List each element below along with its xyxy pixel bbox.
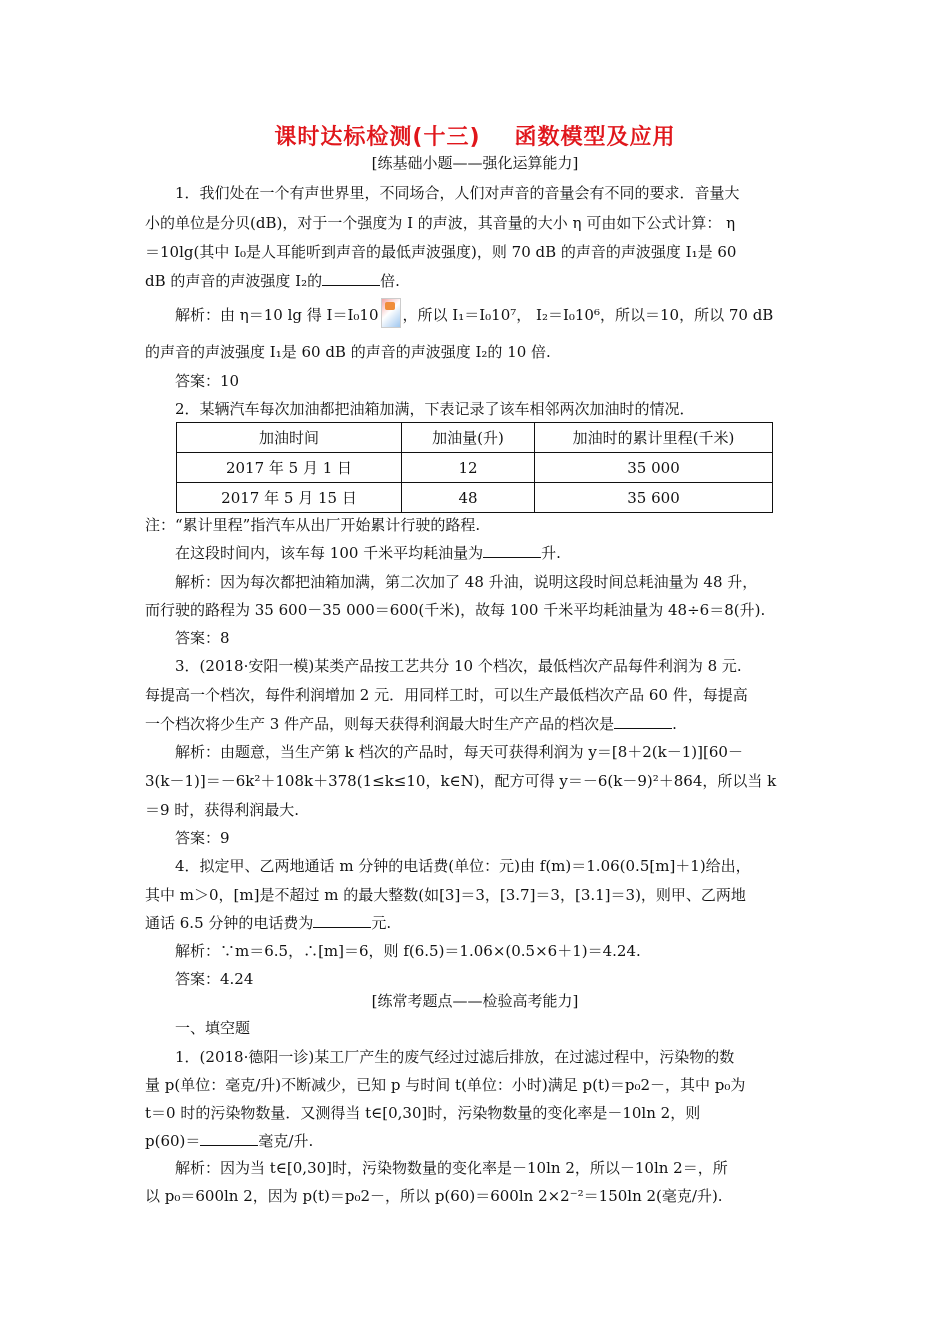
table-cell: 35 600 — [535, 483, 773, 513]
page-title — [0, 120, 950, 151]
q4-line: 4．拟定甲、乙两地通话 m 分钟的电话费(单位：元)由 f(m)＝1.06(0.5[m]＋1)给出， — [175, 857, 751, 875]
q4-line: 其中 m＞0，[m]是不超过 m 的最大整数(如[3]＝3，[3.7]＝3，[3.1]＝3)，则甲、乙两地 — [145, 886, 746, 904]
answer-blank — [614, 714, 672, 729]
q3-line: 每提高一个档次，每件利润增加 2 元．用同样工时，可以生产最低档次产品 60 件，每提高 — [145, 686, 748, 704]
answer-blank — [483, 543, 541, 558]
title-part-2: 函数模型及应用 — [514, 125, 676, 150]
table-header-cell: 加油时间 — [177, 423, 402, 453]
q2-line: 2．某辆汽车每次加油都把油箱加满，下表记录了该车相邻两次加油时的情况． — [175, 400, 695, 418]
answer-blank — [313, 913, 371, 928]
exam-q1-solution-line: 以 p₀＝600ln 2，因为 p(t)＝p₀2－，所以 p(60)＝600ln 2×2⁻²＝150ln 2(毫克/升). — [145, 1187, 723, 1205]
q3-line: 一个档次将少生产 3 件产品，则每天获得利润最大时生产产品的档次是 . — [145, 715, 677, 733]
table-header-cell: 加油时的累计里程(千米) — [535, 423, 773, 453]
q1-line: 小的单位是分贝(dB)，对于一个强度为 I 的声波，其音量的大小 η 可由如下公式计算： η — [145, 214, 736, 232]
q1-answer: 答案：10 — [175, 372, 240, 390]
table-header-row — [177, 423, 773, 453]
exam-q1-line: t＝0 时的污染物数量．又测得当 t∈[0,30]时，污染物数量的变化率是－10ln 2，则 — [145, 1104, 701, 1122]
section-heading-exam: [练常考题点——检验高考能力] — [371, 992, 579, 1010]
part-label: 一、填空题 — [175, 1019, 251, 1037]
q1-line: 1．我们处在一个有声世界里，不同场合，人们对声音的音量会有不同的要求．音量大 — [175, 184, 740, 202]
table-cell: 2017 年 5 月 1 日 — [177, 453, 402, 483]
title-part-1: 课时达标检测(十三) — [274, 125, 481, 150]
q2-line: 在这段时间内，该车每 100 千米平均耗油量为 升. — [175, 544, 561, 562]
q1-line: ＝10lg(其中 I₀是人耳能听到声音的最低声波强度)，则 70 dB 的声音的声波强度 I₁是 60 — [145, 243, 737, 261]
exam-q1-line: p(60)＝ 毫克/升. — [145, 1132, 314, 1150]
q1-solution-line: 解析：由 η＝10 lg 得 I＝I₀10 ，所以 I₁＝I₀10⁷， I₂＝I₀10⁶，所以＝10，所以 70 dB — [175, 298, 805, 330]
q4-solution-line: 解析：∵m＝6.5，∴[m]＝6，则 f(6.5)＝1.06×(0.5×6＋1)＝4.24. — [175, 942, 641, 960]
q2-solution-line: 解析：因为每次都把油箱加满，第二次加了 48 升油，说明这段时间总耗油量为 48 升， — [175, 573, 758, 591]
table-cell: 2017 年 5 月 15 日 — [177, 483, 402, 513]
broken-image-icon — [381, 298, 401, 328]
q3-answer: 答案：9 — [175, 829, 230, 847]
refuel-table — [176, 422, 773, 513]
q2-answer: 答案：8 — [175, 629, 230, 647]
table-cell: 35 000 — [535, 453, 773, 483]
exam-q1-line: 量 p(单位：毫克/升)不断减少，已知 p 与时间 t(单位：小时)满足 p(t)＝p₀2－，其中 p₀为 — [145, 1076, 746, 1094]
q3-line: 3．(2018·安阳一模)某类产品按工艺共分 10 个档次，最低档次产品每件利润为 8 元. — [175, 657, 742, 675]
q4-line: 通话 6.5 分钟的电话费为 元. — [145, 914, 392, 932]
answer-blank — [322, 271, 380, 286]
exam-q1-solution-line: 解析：因为当 t∈[0,30]时，污染物数量的变化率是－10ln 2，所以－10ln 2＝，所 — [175, 1159, 728, 1177]
q1-solution-line: 的声音的声波强度 I₁是 60 dB 的声音的声波强度 I₂的 10 倍. — [145, 343, 551, 361]
q2-solution-line: 而行驶的路程为 35 600－35 000＝600(千米)，故每 100 千米平均耗油量为 48÷6＝8(升). — [145, 601, 766, 619]
q3-solution-line: ＝9 时，获得利润最大. — [145, 801, 300, 819]
table-row — [177, 453, 773, 483]
q2-note: 注：“累计里程”指汽车从出厂开始累计行驶的路程. — [145, 516, 481, 534]
table-cell: 48 — [402, 483, 535, 513]
table-cell: 12 — [402, 453, 535, 483]
q1-line: dB 的声音的声波强度 I₂的 倍. — [145, 272, 400, 290]
q3-solution-line: 解析：由题意，当生产第 k 档次的产品时，每天可获得利润为 y＝[8＋2(k－1)][60－ — [175, 743, 743, 761]
table-row — [177, 483, 773, 513]
q3-solution-line: 3(k－1)]＝－6k²＋108k＋378(1≤k≤10，k∈N)，配方可得 y＝－6(k－9)²＋864，所以当 k — [145, 772, 777, 790]
table-header-cell: 加油量(升) — [402, 423, 535, 453]
answer-blank — [200, 1131, 258, 1146]
q4-answer: 答案：4.24 — [175, 970, 254, 988]
section-heading-basic: [练基础小题——强化运算能力] — [371, 154, 579, 172]
exam-q1-line: 1．(2018·德阳一诊)某工厂产生的废气经过过滤后排放，在过滤过程中，污染物的数 — [175, 1048, 735, 1066]
